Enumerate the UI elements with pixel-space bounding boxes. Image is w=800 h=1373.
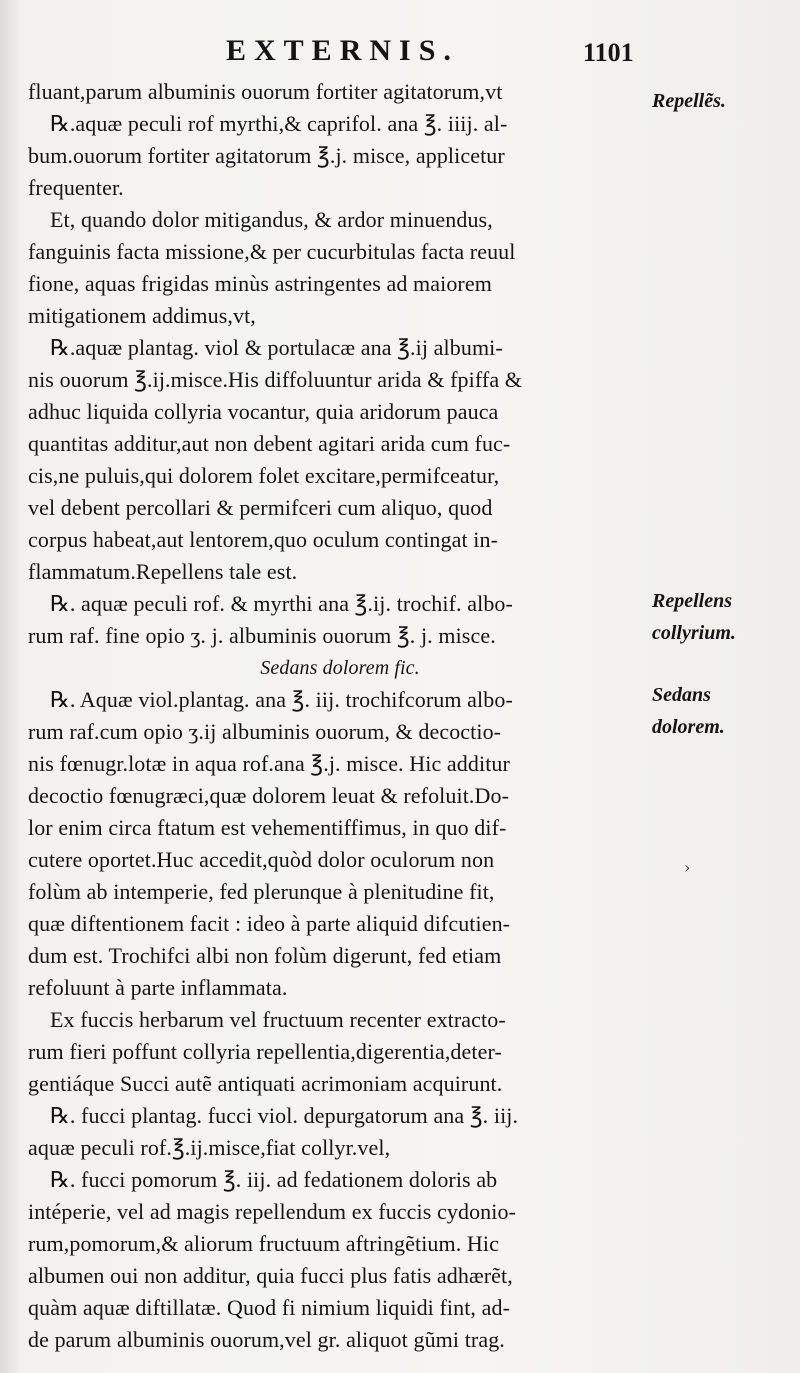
text-line: fluant,parum albuminis ouorum fortiter agitatorum,vt	[28, 79, 503, 104]
text-line: Et, quando dolor mitigandus, & ardor minuendus,	[50, 207, 493, 232]
text-line: rum,pomorum,& aliorum fructuum aftringẽtium. Hic	[28, 1231, 499, 1256]
running-title: EXTERNIS.	[226, 34, 459, 67]
text-line: nis fœnugr.lotæ in aqua rof.ana ℥.j. misce. Hic additur	[28, 751, 510, 776]
text-line: ℞. fucci pomorum ℥. iij. ad fedationem doloris ab	[50, 1167, 498, 1192]
margin-notes	[652, 0, 800, 1373]
margin-note-repellens: Repellens	[652, 590, 732, 612]
text-line: fanguinis facta missione,& per cucurbitulas facta reuul	[28, 239, 516, 264]
section-heading: Sedans dolorem fic.	[260, 657, 420, 679]
text-line: frequenter.	[28, 175, 124, 200]
text-line: decoctio fœnugræci,quæ dolorem leuat & refoluit.Do-	[28, 783, 510, 808]
text-line: rum fieri poffunt collyria repellentia,digerentia,deter-	[28, 1039, 502, 1064]
text-line: rum raf.cum opio ʒ.ij albuminis ouorum, & decoctio-	[28, 719, 502, 744]
text-line: gentiáque Succi autẽ antiquati acrimoniam acquirunt.	[28, 1071, 503, 1096]
text-line: ℞.aquæ plantag. viol & portulacæ ana ℥.ij albumi-	[50, 335, 503, 360]
margin-note-sedans: Sedans	[652, 684, 711, 706]
text-line: quàm aquæ diftillatæ. Quod fi nimium liquidi fint, ad-	[28, 1295, 511, 1320]
text-line: refoluunt à parte inflammata.	[28, 975, 288, 1000]
text-line: vel debent percollari & permifceri cum aliquo, quod	[28, 495, 493, 520]
text-line: nis ouorum ℥.ij.misce.His diffoluuntur arida & fpiffa &	[28, 367, 522, 392]
text-line: aquæ peculi rof.℥.ij.misce,fiat collyr.vel,	[28, 1135, 391, 1160]
text-block	[28, 76, 652, 1356]
text-line: corpus habeat,aut lentorem,quo oculum contingat in-	[28, 527, 499, 552]
text-line: intéperie, vel ad magis repellendum ex fuccis cydonio-	[28, 1199, 517, 1224]
text-line: cis,ne puluis,qui dolorem folet excitare,permifceatur,	[28, 463, 500, 488]
text-line: flammatum.Repellens tale est.	[28, 559, 298, 584]
text-line: quæ diftentionem facit : ideo à parte aliquid difcutien-	[28, 911, 511, 936]
text-line: rum raf. fine opio ʒ. j. albuminis ouorum ℥. j. misce.	[28, 623, 496, 648]
text-line: cutere oportet.Huc accedit,quòd dolor oculorum non	[28, 847, 495, 872]
text-line: fione, aquas frigidas minùs astringentes ad maiorem	[28, 271, 492, 296]
text-line: ℞. aquæ peculi rof. & myrthi ana ℥.ij. trochif. albo-	[50, 591, 513, 616]
text-line: lor enim circa ftatum est vehementiffimus, in quo dif-	[28, 815, 507, 840]
ink-speck-mark: ›	[684, 858, 691, 877]
text-line: de parum albuminis ouorum,vel gr. aliquot gũmi trag.	[28, 1327, 505, 1352]
text-line: mitigationem addimus,vt,	[28, 303, 256, 328]
margin-note-collyrium: collyrium.	[652, 622, 736, 644]
margin-note-dolorem: dolorem.	[652, 716, 725, 738]
text-line: ℞. fucci plantag. fucci viol. depurgatorum ana ℥. iij.	[50, 1103, 519, 1128]
text-line: quantitas additur,aut non debent agitari arida cum fuc-	[28, 431, 511, 456]
text-line: ℞. Aquæ viol.plantag. ana ℥. iij. trochifcorum albo-	[50, 687, 513, 712]
text-line: ℞.aquæ peculi rof myrthi,& caprifol. ana ℥. iiij. al-	[50, 111, 508, 136]
text-line: bum.ouorum fortiter agitatorum ℥.j. misce, applicetur	[28, 143, 505, 168]
margin-note-repelles: Repellẽs.	[652, 90, 726, 112]
text-line: albumen oui non additur, quia fucci plus fatis adhærẽt,	[28, 1263, 513, 1288]
text-line: folùm ab intemperie, fed plerunque à plenitudine fit,	[28, 879, 495, 904]
text-line: adhuc liquida collyria vocantur, quia aridorum pauca	[28, 399, 499, 424]
text-line: dum est. Trochifci albi non folùm digerunt, fed etiam	[28, 943, 502, 968]
page-number: 1101	[583, 38, 634, 67]
text-line: Ex fuccis herbarum vel fructuum recenter extracto-	[50, 1007, 506, 1032]
